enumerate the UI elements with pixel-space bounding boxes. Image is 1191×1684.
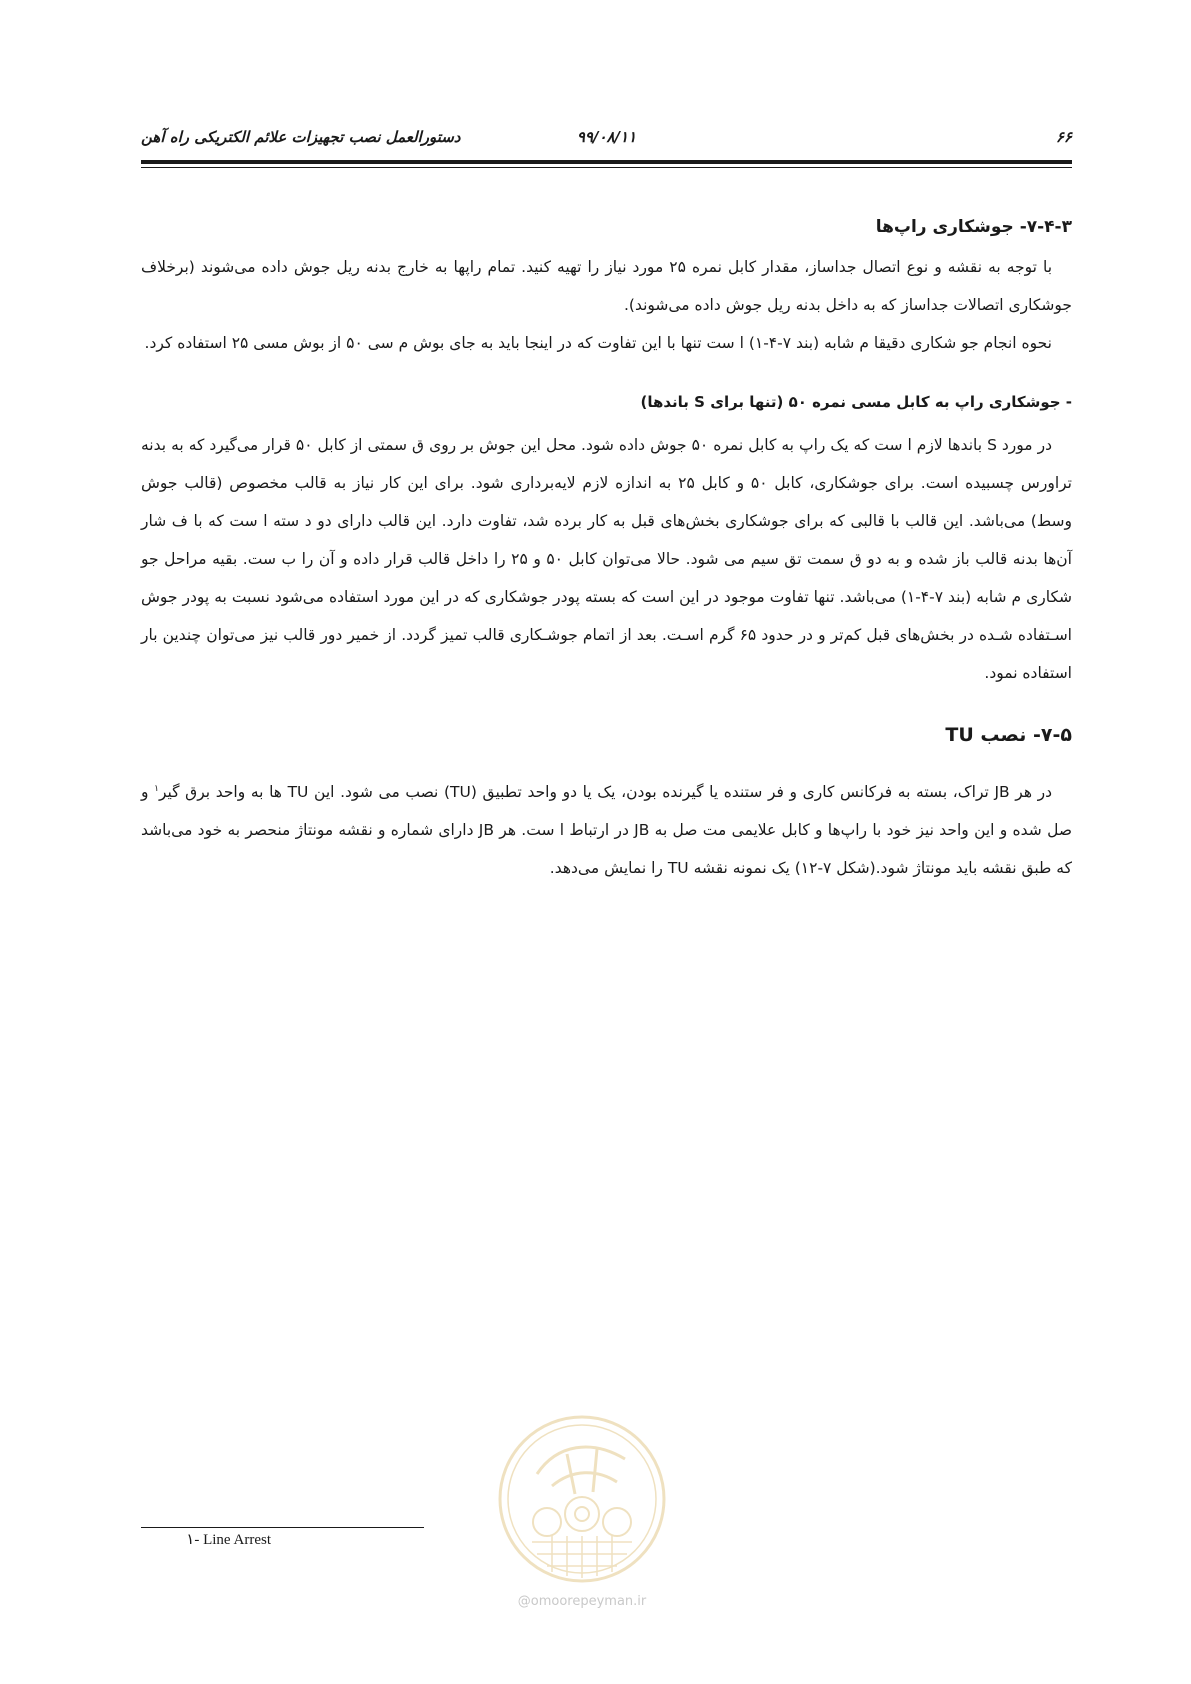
section-tu-install <box>141 722 1072 887</box>
paragraph <box>141 770 1072 887</box>
subsection-s-bands <box>141 390 1072 692</box>
subsection-heading: - جوشکاری راپ به کابل مسی نمره ۵۰ (تنها برای S باندها) <box>640 393 1072 411</box>
watermark-url: @omoorepeyman.ir <box>517 1594 647 1609</box>
header-title: دستورالعمل نصب تجهیزات علائم الکتریکی راه آهن <box>141 128 461 146</box>
watermark-gear-icons <box>533 1497 631 1536</box>
section-heading: ۷-۵- نصب TU <box>945 724 1072 746</box>
footnote-rule <box>141 1527 424 1528</box>
page-content <box>141 214 1072 887</box>
header-rule-thick <box>141 160 1072 164</box>
watermark-logo <box>497 1414 667 1584</box>
section-rap-welding <box>141 214 1072 362</box>
footnote: ۱- Line Arrest <box>186 1532 271 1548</box>
paragraph-part: در هر JB تراک، بسته به فرکانس کاری و فر ستنده یا گیرنده بودن، یک یا دو واحد تطبیق (TU) نصب می شود. این TU ها به واحد برق گیر <box>158 783 1053 802</box>
footnote-marker: ۱ <box>154 784 159 794</box>
section-heading: ۷-۴-۳- جوشکاری راپ‌ها <box>875 217 1072 237</box>
watermark-calligraphy <box>537 1447 625 1494</box>
header-date: ۹۹/۰۸/۱۱ <box>576 128 637 146</box>
paragraph: نحوه انجام جو شکاری دقیقا م شابه (بند ۷-۴-۱) ا ست تنها با این تفاوت که در اینجا باید به جای بوش م سی ۵۰ از بوش مسی ۲۵ استفاده کرد. <box>144 334 1052 352</box>
paragraph-part: و صل شده و این واحد نیز خود با راپ‌ها و کابل علایمی مت صل به JB در ارتباط ا ست. هر JB دارای شماره و نقشه مونتاژ منحصر به خود می‌باشد که طبق نقشه باید مونتاژ شود.(شکل ۷-۱۲) یک نمونه نقشه TU را نمایش می‌دهد. <box>141 783 1072 878</box>
page-number: ۶۶ <box>1055 128 1072 146</box>
page-header <box>141 128 1072 152</box>
paragraph: در مورد S باندها لازم ا ست که یک راپ به کابل نمره ۵۰ جوش داده شود. محل این جوش بر روی ق سمتی از کابل ۵۰ قرار می‌گیرد که به بدنه تراورس چسبیده است. برای جوشکاری، کابل ۵۰ و کابل ۲۵ به اندازه لازم لایه‌برداری شود. برای این کار نیاز به قالب مخصوص (قالب جوش وسط) می‌باشد. این قالب با قالبی که برای جوشکاری بخش‌های قبل به کار برده شد، تفاوت دارد. این قالب دارای دو د سته ا ست که با ف شار آن‌ها بدنه قالب باز شده و به دو ق سمت تق سیم می شود. حالا می‌توان کابل ۵۰ و ۲۵ را داخل قالب قرار داده و آن را ب ست. بقیه مراحل جو شکاری م شابه (بند ۷-۴-۱) می‌باشد. تنها تفاوت موجود در این است که بسته پودر جوشکاری که در این مورد استفاده می‌شود نسبت به پودر جوش اسـتفاده شـده در بخش‌های قبل کم‌تر و در حدود ۶۵ گرم اسـت. بعد از اتمام جوشـکاری قالب تمیز گردد. از خمیر دور قالب نیز می‌توان چندین بار استفاده نمود. <box>141 436 1073 682</box>
header-rule-thin <box>141 167 1072 168</box>
paragraph: با توجه به نقشه و نوع اتصال جداساز، مقدار کابل نمره ۲۵ مورد نیاز را تهیه کنید. تمام راپها به خارج بدنه ریل جوش داده می‌شوند (برخلاف جوشکاری اتصالات جداساز که به داخل بدنه ریل جوش داده می‌شوند). <box>141 258 1072 314</box>
